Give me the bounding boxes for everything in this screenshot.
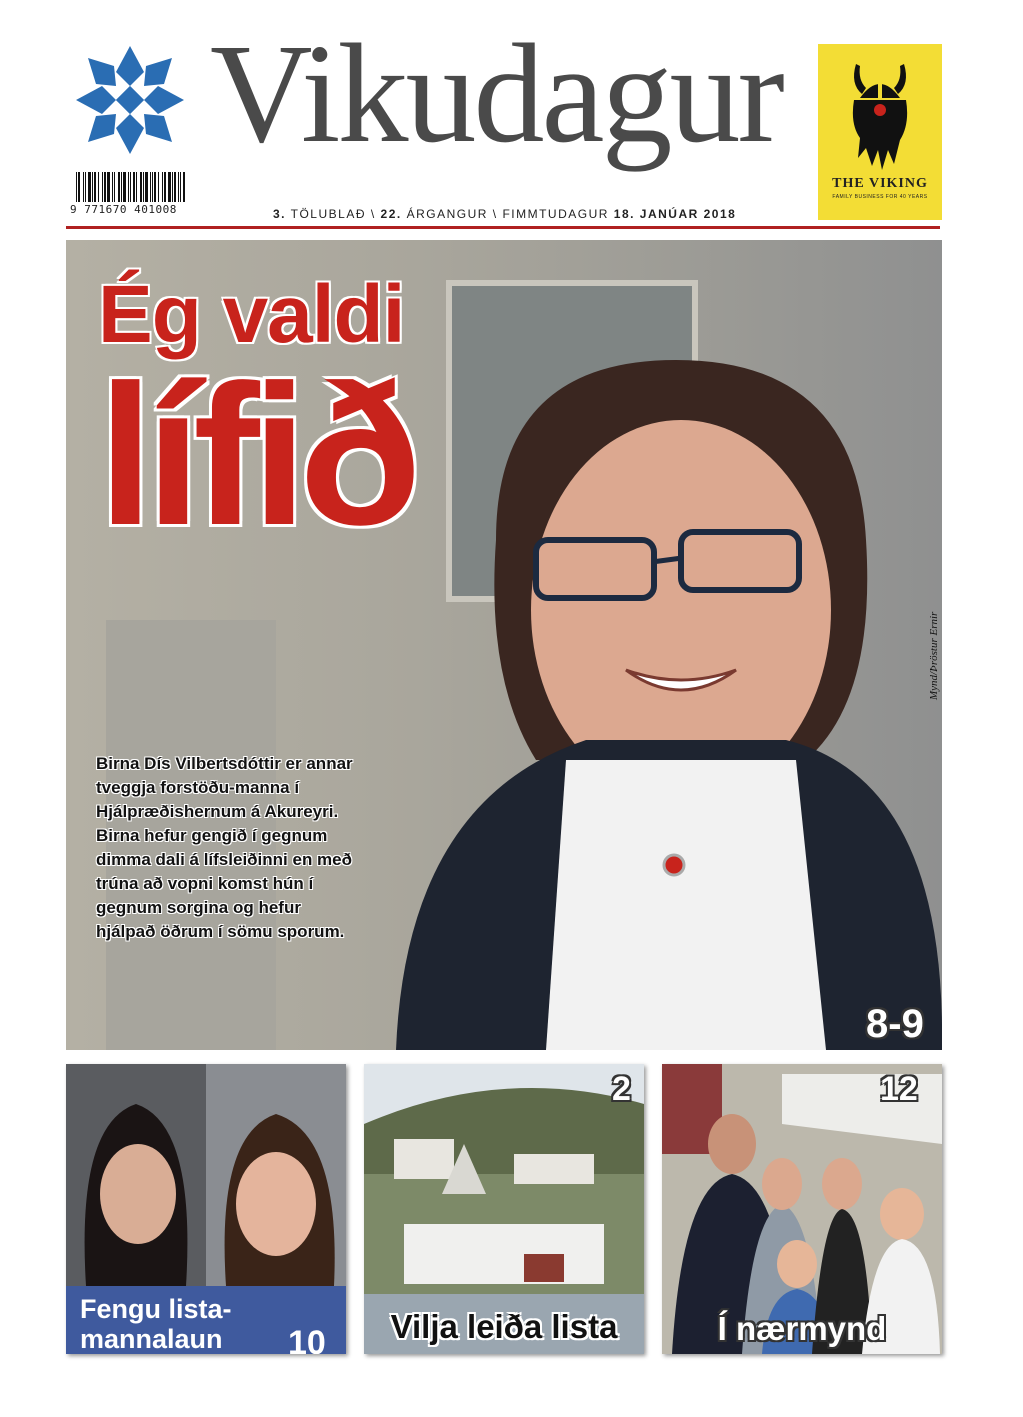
weekday: FIMMTUDAGUR: [502, 207, 609, 221]
lead-page-ref: 8-9: [866, 1002, 924, 1046]
teaser-artists-title: Fengu lista-mannalaun: [80, 1294, 232, 1354]
issue-separator: \: [370, 207, 376, 221]
teaser-election[interactable]: [364, 1064, 644, 1354]
teaser-artists[interactable]: [66, 1064, 346, 1354]
issue-number: 3.: [273, 207, 287, 221]
issue-date: 18. JANÚAR 2018: [613, 207, 737, 221]
teaser-election-title: Vilja leiða lista: [390, 1308, 618, 1345]
star-logo-icon: [74, 44, 186, 156]
masthead-rule: [66, 226, 940, 229]
teaser-closeup-page: 12: [880, 1070, 918, 1108]
viking-head-icon: [840, 54, 920, 172]
teaser-artists-page: 10: [288, 1324, 326, 1354]
barcode-icon: [74, 172, 186, 202]
volume-word: ÁRGANGUR: [406, 207, 488, 221]
barcode-digits: 9 771670 401008: [70, 203, 177, 216]
ad-brand: THE VIKING: [832, 176, 928, 191]
headline-line-2: lífið: [98, 344, 414, 567]
teaser-closeup-title: Í nærmynd: [717, 1310, 887, 1347]
ad-tagline: FAMILY BUSINESS FOR 40 YEARS: [832, 194, 928, 200]
volume-number: 22.: [380, 207, 402, 221]
teaser-closeup[interactable]: [662, 1064, 942, 1354]
issue-word: TÖLUBLAÐ: [290, 207, 366, 221]
issue-separator: \: [492, 207, 498, 221]
headline-line-1: Ég valdi: [98, 269, 405, 360]
masthead-title: Vikudagur: [210, 14, 782, 172]
teaser-election-page: 2: [612, 1070, 631, 1108]
issue-line: [273, 207, 736, 221]
photo-credit: Mynd/Þröstur Ernir: [928, 611, 940, 700]
teaser-artists-photo: [66, 1064, 346, 1286]
lead-intro: Birna Dís Vilbertsdóttir er annar tveggja forstöðu-manna í Hjálpræðishernum á Akureyri. Birna hefur gengið í gegnum dimma dali á lífsleiðinni en með trúna að vopni komst hún í gegnum sorgina og hefur hjálpað öðrum í sömu sporum.: [96, 754, 353, 941]
viking-ad[interactable]: [818, 44, 942, 220]
